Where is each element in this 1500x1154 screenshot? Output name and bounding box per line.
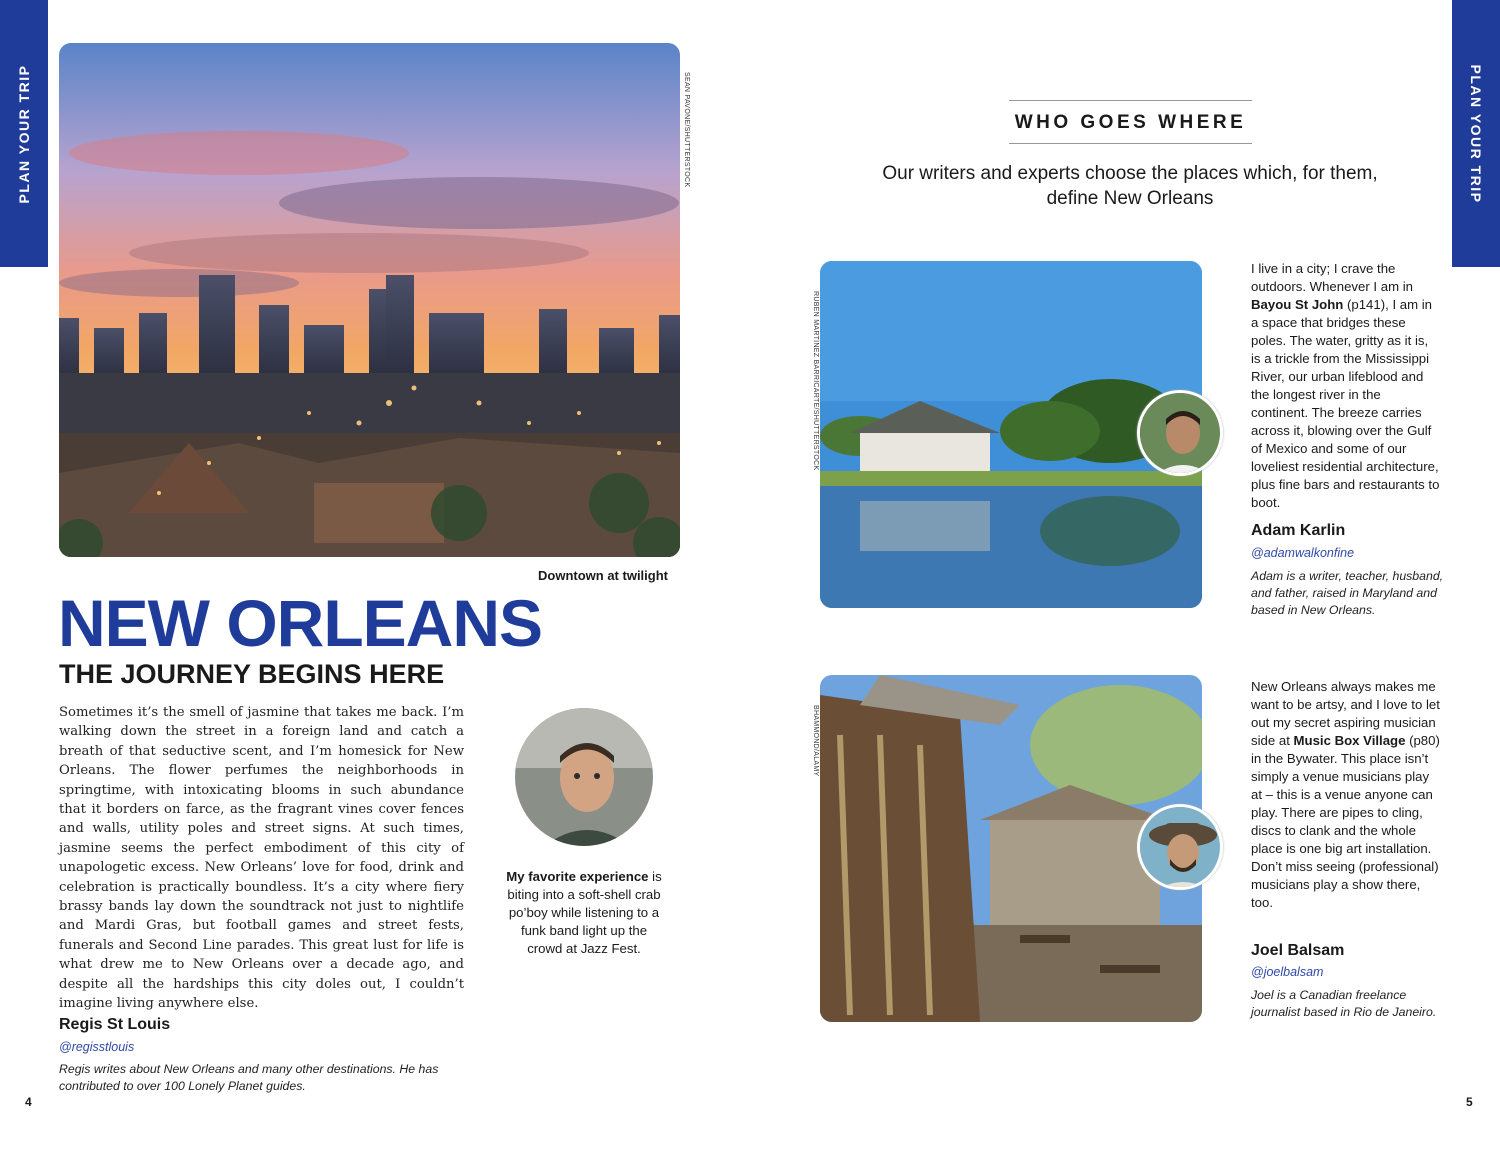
page-number-left: 4 <box>25 1095 32 1109</box>
author-name: Joel Balsam <box>1251 942 1345 959</box>
skyline-illustration <box>59 43 680 557</box>
intro-paragraph: Sometimes it’s the smell of jasmine that takes me back. I’m walking down the street in a foreign land and catch a breath of that seductive scent, and I’m homesick for New Orleans. The flower perfumes the neighborhoods in springtime, with intoxicating blooms in such abundance that it borders on farce, as the fragrant vines cover fences and walls, utility poles and street signs. At such times, jasmine seems the perfect embodiment of this city of unapologetic excess. New Orleans’ love for food, drink and celebration is practically boundless. It’s a city where fiery brassy bands lay down the soundtrack not just to nightlife and Mardi Gras, but football games and street fests, funerals and Second Line parades. This great lust for life is what drew me to New Orleans over a decade ago, and despite all the hardships this city doles out, I couldn’t imagine living anywhere else. <box>59 705 464 1012</box>
favorite-text: is biting into a soft-shell crab po’boy while listening to a funk band light up the crowd at Jazz Fest. <box>507 869 662 956</box>
portrait-illustration <box>1140 807 1223 890</box>
entry-quote: New Orleans always makes me want to be artsy, and I love to let out my secret aspiring musician side at Music Box Village (p80) in the Bywater. This place isn’t simply a venue musicians play at – this is a venue anyone can play. There are pipes to cling, discs to clank and the whole place is one big art installation. Don’t miss seeing (professional) musicians play a show there, too. <box>1251 679 1440 910</box>
author-handle[interactable]: @regisstlouis <box>59 1040 135 1054</box>
page-title: NEW ORLEANS <box>58 586 542 660</box>
author-bio: Regis writes about New Orleans and many other destinations. He has contributed to over 100 Lonely Planet guides. <box>59 1062 439 1093</box>
side-tab-right <box>1452 0 1500 267</box>
author-handle[interactable]: @adamwalkonfine <box>1251 546 1355 560</box>
author-bio: Adam is a writer, teacher, husband, and father, raised in Maryland and based in New Orleans. <box>1251 569 1444 617</box>
photo-credit: BHAMMOND/ALAMY <box>812 705 819 777</box>
hero-photo-skyline <box>59 43 680 557</box>
heading-rule-bottom <box>1009 143 1252 144</box>
author-name: Regis St Louis <box>59 1016 171 1033</box>
photo-caption: Downtown at twilight <box>538 568 668 583</box>
favorite-lead: My favorite experience <box>506 869 649 884</box>
entry-quote: I live in a city; I crave the outdoors. Whenever I am in Bayou St John (p141), I am in a space that bridges these poles. The water, gritty as it is, is a trickle from the Mississippi River, our urban lifeblood and the longest river in the continent. The breeze carries across it, blowing over the Gulf of Mexico and some of our loveliest residential architecture, plus fine bars and restaurants to boot. <box>1251 261 1440 510</box>
page-number-right: 5 <box>1466 1095 1473 1109</box>
section-intro: Our writers and experts choose the places which, for them, define New Orleans <box>882 163 1378 209</box>
author-bio: Joel is a Canadian freelance journalist based in Rio de Janeiro. <box>1251 988 1437 1019</box>
photo-credit: SEAN PAVONE/SHUTTERSTOCK <box>683 72 690 188</box>
portrait-illustration <box>1140 393 1223 476</box>
author-portrait-joel <box>1137 804 1223 890</box>
side-tab-label: PLAN YOUR TRIP <box>16 64 32 203</box>
place-name: Music Box Village <box>1293 733 1406 748</box>
favorite-experience <box>505 868 663 958</box>
author-portrait-regis <box>512 705 656 849</box>
page-subtitle: THE JOURNEY BEGINS HERE <box>59 659 445 689</box>
author-portrait-adam <box>1137 390 1223 476</box>
portrait-illustration <box>515 708 656 849</box>
author-name: Adam Karlin <box>1251 522 1346 539</box>
photo-credit: RUBEN MARTINEZ BARRICARTE/SHUTTERSTOCK <box>812 291 819 471</box>
place-name: Bayou St John <box>1251 297 1344 312</box>
section-heading: WHO GOES WHERE <box>1014 112 1247 133</box>
side-tab-label: PLAN YOUR TRIP <box>1468 64 1484 203</box>
author-handle[interactable]: @joelbalsam <box>1251 965 1324 979</box>
side-tab-left <box>0 0 48 267</box>
heading-rule-top <box>1009 100 1252 101</box>
